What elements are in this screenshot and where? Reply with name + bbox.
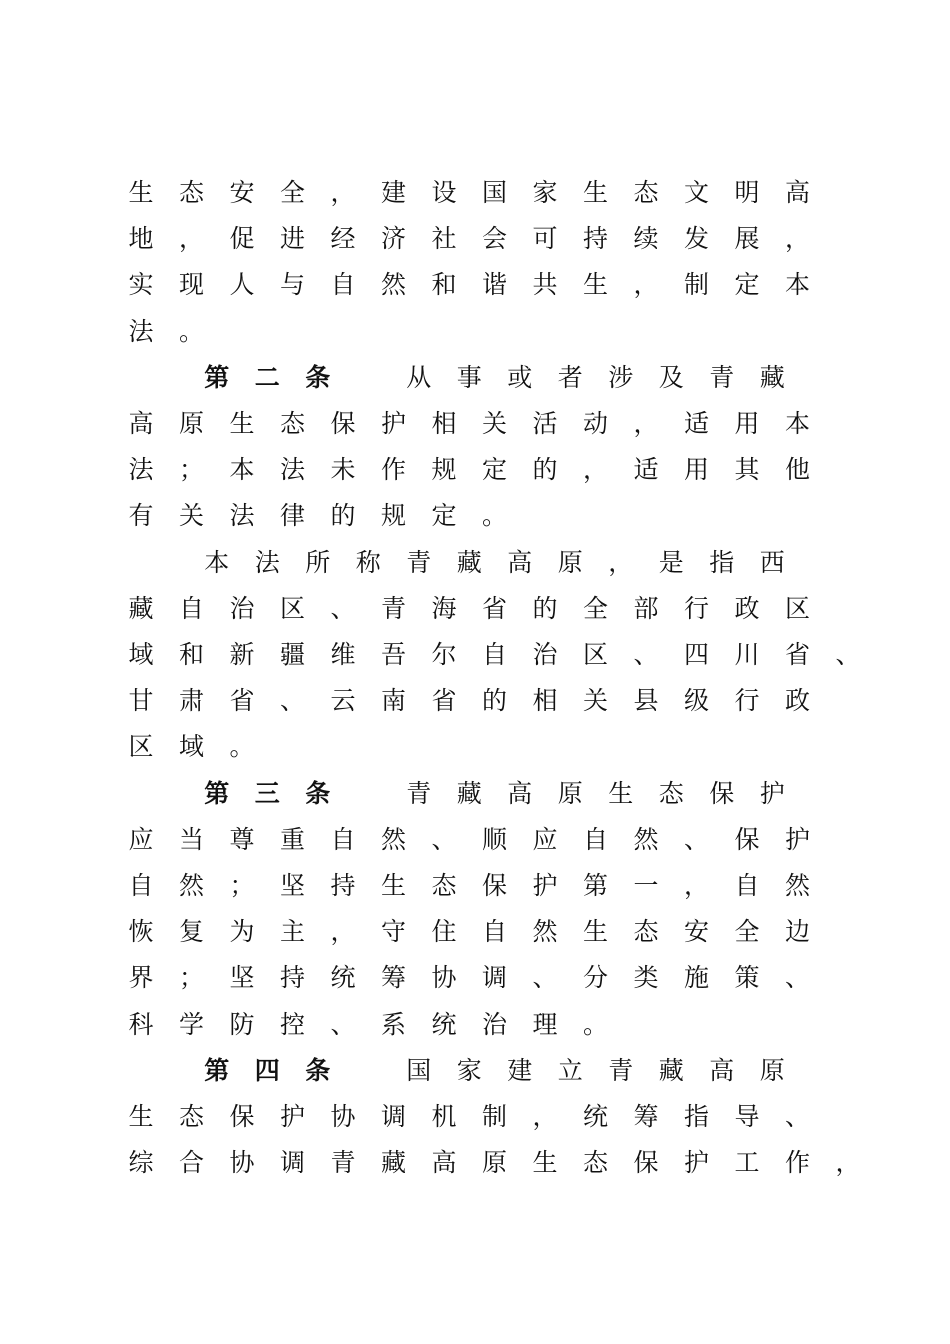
- glyph: 建: [380, 178, 406, 207]
- glyph: 一: [633, 871, 659, 900]
- glyph: 态: [178, 1102, 204, 1131]
- glyph: ，: [532, 1102, 558, 1131]
- glyph: 全: [582, 593, 608, 623]
- glyph: 全: [279, 178, 305, 207]
- text-line: [0, 594, 950, 640]
- glyph: 为: [229, 917, 255, 947]
- glyph: 吾: [380, 640, 406, 669]
- glyph: 自: [481, 640, 507, 669]
- glyph: 统: [431, 1009, 457, 1039]
- glyph: 青: [380, 593, 406, 623]
- glyph: 建: [507, 1055, 533, 1085]
- glyph: 设: [431, 178, 457, 207]
- text-line: [0, 963, 950, 1009]
- glyph: 高: [128, 409, 154, 438]
- glyph: 第: [204, 362, 230, 392]
- glyph: 或: [507, 362, 533, 392]
- glyph: 社: [431, 224, 457, 254]
- glyph: 自: [582, 824, 608, 854]
- glyph: 自: [330, 270, 356, 300]
- text-line: [0, 1056, 950, 1102]
- glyph: 生: [582, 178, 608, 207]
- glyph: 原: [178, 409, 204, 438]
- glyph: 分: [582, 963, 608, 993]
- glyph: 未: [330, 455, 356, 485]
- text-line: [0, 917, 950, 963]
- glyph: ，: [330, 917, 356, 947]
- glyph: 新: [229, 640, 255, 669]
- glyph: 治: [481, 1009, 507, 1039]
- glyph: 生: [532, 1148, 558, 1178]
- glyph: 与: [279, 270, 305, 300]
- glyph: 和: [178, 640, 204, 669]
- glyph: 策: [734, 963, 760, 993]
- glyph: 安: [683, 917, 709, 947]
- glyph: 法: [254, 547, 280, 577]
- glyph: 调: [279, 1148, 305, 1178]
- glyph: 青: [709, 362, 735, 392]
- glyph: 展: [734, 224, 760, 254]
- glyph: 作: [784, 1148, 810, 1178]
- glyph: 防: [229, 1009, 255, 1039]
- glyph: 高: [507, 778, 533, 808]
- glyph: 生: [128, 178, 154, 207]
- glyph: 四: [254, 1055, 280, 1085]
- glyph: 关: [582, 686, 608, 716]
- glyph: 涉: [608, 362, 634, 392]
- glyph: 本: [784, 270, 810, 300]
- glyph: 可: [532, 224, 558, 254]
- glyph: 应: [532, 824, 558, 854]
- glyph: 定: [734, 270, 760, 300]
- glyph: 济: [380, 224, 406, 254]
- glyph: 理: [532, 1009, 558, 1039]
- text-line: [0, 1102, 950, 1148]
- glyph: 本: [204, 547, 230, 577]
- glyph: 国: [481, 178, 507, 207]
- glyph: 法: [128, 455, 154, 485]
- glyph: 是: [658, 547, 684, 577]
- glyph: 尔: [431, 640, 457, 669]
- glyph: 藏: [456, 778, 482, 808]
- glyph: 态: [279, 409, 305, 438]
- glyph: 省: [481, 593, 507, 623]
- text-line: [0, 640, 950, 686]
- glyph: 第: [204, 778, 230, 808]
- glyph: 高: [784, 178, 810, 207]
- text-line: [0, 363, 950, 409]
- glyph: 家: [532, 178, 558, 207]
- glyph: ；: [229, 871, 255, 900]
- glyph: 其: [734, 455, 760, 485]
- glyph: 态: [582, 1148, 608, 1178]
- glyph: 肃: [178, 686, 204, 716]
- glyph: ，: [178, 224, 204, 254]
- glyph: 政: [784, 686, 810, 716]
- text-line: [0, 1148, 950, 1194]
- glyph: 文: [683, 178, 709, 207]
- glyph: 相: [431, 409, 457, 438]
- glyph: 所: [305, 547, 331, 577]
- glyph: 行: [683, 593, 709, 623]
- glyph: 合: [178, 1148, 204, 1178]
- glyph: 关: [178, 501, 204, 531]
- glyph: 协: [431, 963, 457, 993]
- text-line: [0, 779, 950, 825]
- glyph: 保: [229, 1102, 255, 1131]
- glyph: 持: [279, 963, 305, 993]
- glyph: 自: [178, 593, 204, 623]
- glyph: 、: [330, 1009, 356, 1039]
- glyph: 保: [709, 778, 735, 808]
- glyph: 云: [330, 686, 356, 716]
- glyph: 者: [557, 362, 583, 392]
- glyph: 综: [128, 1148, 154, 1178]
- glyph: 态: [178, 178, 204, 207]
- glyph: 自: [128, 871, 154, 900]
- glyph: ，: [582, 455, 608, 485]
- glyph: 定: [431, 501, 457, 531]
- glyph: 调: [380, 1102, 406, 1131]
- glyph: 自: [481, 917, 507, 947]
- glyph: 会: [481, 224, 507, 254]
- text-line: [0, 455, 950, 501]
- glyph: 施: [683, 963, 709, 993]
- glyph: 主: [279, 917, 305, 947]
- glyph: 用: [734, 409, 760, 438]
- glyph: ；: [178, 963, 204, 993]
- glyph: 应: [128, 824, 154, 854]
- glyph: 适: [683, 409, 709, 438]
- glyph: 原: [759, 1055, 785, 1085]
- glyph: 态: [431, 871, 457, 900]
- glyph: 学: [178, 1009, 204, 1039]
- glyph: 协: [330, 1102, 356, 1131]
- glyph: 区: [279, 593, 305, 623]
- text-line: [0, 178, 950, 224]
- glyph: 自: [330, 824, 356, 854]
- glyph: 进: [279, 224, 305, 254]
- glyph: 护: [380, 409, 406, 438]
- glyph: 。: [229, 732, 255, 762]
- glyph: 然: [784, 871, 810, 900]
- glyph: 筹: [633, 1102, 659, 1131]
- glyph: 态: [633, 917, 659, 947]
- glyph: 发: [683, 224, 709, 254]
- glyph: 。: [481, 501, 507, 531]
- glyph: 态: [633, 178, 659, 207]
- glyph: 行: [734, 686, 760, 716]
- glyph: 生: [229, 409, 255, 438]
- glyph: 坚: [279, 871, 305, 900]
- glyph: 系: [380, 1009, 406, 1039]
- glyph: 青: [406, 547, 432, 577]
- glyph: 、: [633, 640, 659, 669]
- text-line: [0, 224, 950, 270]
- text-line: [0, 548, 950, 594]
- glyph: 护: [279, 1102, 305, 1131]
- glyph: 谐: [481, 270, 507, 300]
- glyph: 青: [406, 778, 432, 808]
- glyph: 、: [532, 963, 558, 993]
- glyph: 他: [784, 455, 810, 485]
- glyph: 青: [608, 1055, 634, 1085]
- glyph: 、: [330, 593, 356, 623]
- glyph: 持: [582, 224, 608, 254]
- glyph: 作: [380, 455, 406, 485]
- glyph: 法: [128, 316, 154, 346]
- glyph: 适: [633, 455, 659, 485]
- glyph: 协: [229, 1148, 255, 1178]
- glyph: 的: [330, 501, 356, 531]
- glyph: 、: [683, 824, 709, 854]
- glyph: 控: [279, 1009, 305, 1039]
- glyph: 护: [683, 1148, 709, 1178]
- glyph: 安: [229, 178, 255, 207]
- glyph: 生: [128, 1102, 154, 1131]
- glyph: 生: [582, 917, 608, 947]
- glyph: 有: [128, 501, 154, 531]
- glyph: 原: [557, 547, 583, 577]
- glyph: 藏: [456, 547, 482, 577]
- glyph: 共: [532, 270, 558, 300]
- glyph: 四: [683, 640, 709, 669]
- glyph: 生: [380, 871, 406, 900]
- glyph: 指: [683, 1102, 709, 1131]
- glyph: 法: [229, 501, 255, 531]
- glyph: 保: [734, 824, 760, 854]
- glyph: 条: [305, 778, 331, 808]
- glyph: 立: [557, 1055, 583, 1085]
- glyph: 关: [481, 409, 507, 438]
- glyph: ，: [835, 1148, 861, 1178]
- glyph: 然: [532, 917, 558, 947]
- glyph: 第: [204, 1055, 230, 1085]
- glyph: 指: [709, 547, 735, 577]
- glyph: 法: [279, 455, 305, 485]
- glyph: 经: [330, 224, 356, 254]
- glyph: 、: [431, 824, 457, 854]
- glyph: 续: [633, 224, 659, 254]
- glyph: 现: [178, 270, 204, 300]
- glyph: 促: [229, 224, 255, 254]
- glyph: 。: [178, 316, 204, 346]
- glyph: 然: [380, 824, 406, 854]
- glyph: 统: [582, 1102, 608, 1131]
- glyph: 规: [380, 501, 406, 531]
- glyph: 保: [633, 1148, 659, 1178]
- glyph: ，: [330, 178, 356, 207]
- glyph: 住: [431, 917, 457, 947]
- glyph: 甘: [128, 686, 154, 716]
- glyph: 国: [406, 1055, 432, 1085]
- text-line: [0, 409, 950, 455]
- glyph: 导: [734, 1102, 760, 1131]
- glyph: 相: [532, 686, 558, 716]
- glyph: 西: [759, 547, 785, 577]
- glyph: 、: [784, 963, 810, 993]
- text-line: [0, 270, 950, 316]
- glyph: 青: [330, 1148, 356, 1178]
- glyph: 三: [254, 778, 280, 808]
- glyph: 明: [734, 178, 760, 207]
- glyph: 生: [608, 778, 634, 808]
- glyph: 藏: [380, 1148, 406, 1178]
- text-line: [0, 1010, 950, 1056]
- glyph: 省: [229, 686, 255, 716]
- glyph: 条: [305, 1055, 331, 1085]
- glyph: 区: [128, 732, 154, 762]
- glyph: 然: [178, 871, 204, 900]
- glyph: 域: [178, 732, 204, 762]
- glyph: 条: [305, 362, 331, 392]
- glyph: 二: [254, 362, 280, 392]
- glyph: 、: [279, 686, 305, 716]
- glyph: 守: [380, 917, 406, 947]
- glyph: 用: [683, 455, 709, 485]
- glyph: 工: [734, 1148, 760, 1178]
- glyph: 坚: [229, 963, 255, 993]
- glyph: 原: [557, 778, 583, 808]
- glyph: 、: [835, 640, 861, 669]
- glyph: 。: [582, 1009, 608, 1039]
- glyph: 实: [128, 270, 154, 300]
- glyph: 律: [279, 501, 305, 531]
- glyph: 域: [128, 640, 154, 669]
- glyph: 本: [229, 455, 255, 485]
- glyph: 疆: [279, 640, 305, 669]
- glyph: 制: [481, 1102, 507, 1131]
- glyph: 态: [658, 778, 684, 808]
- glyph: 的: [532, 593, 558, 623]
- glyph: 川: [734, 640, 760, 669]
- glyph: 保: [330, 409, 356, 438]
- glyph: 护: [759, 778, 785, 808]
- glyph: 持: [330, 871, 356, 900]
- glyph: 区: [784, 593, 810, 623]
- text-line: [0, 871, 950, 917]
- glyph: ；: [178, 455, 204, 485]
- glyph: 原: [481, 1148, 507, 1178]
- text-line: [0, 501, 950, 547]
- glyph: 然: [633, 824, 659, 854]
- glyph: 地: [128, 224, 154, 254]
- glyph: 省: [431, 686, 457, 716]
- glyph: 高: [431, 1148, 457, 1178]
- text-line: [0, 825, 950, 871]
- glyph: 的: [532, 455, 558, 485]
- glyph: 南: [380, 686, 406, 716]
- glyph: 县: [633, 686, 659, 716]
- glyph: 海: [431, 593, 457, 623]
- glyph: 护: [784, 824, 810, 854]
- glyph: ，: [608, 547, 634, 577]
- glyph: 藏: [658, 1055, 684, 1085]
- glyph: 活: [532, 409, 558, 438]
- glyph: 称: [355, 547, 381, 577]
- glyph: 筹: [380, 963, 406, 993]
- glyph: 护: [532, 871, 558, 900]
- glyph: 区: [582, 640, 608, 669]
- glyph: 定: [481, 455, 507, 485]
- glyph: 边: [784, 917, 810, 947]
- glyph: 科: [128, 1009, 154, 1039]
- text-line: [0, 317, 950, 363]
- glyph: 自: [734, 871, 760, 900]
- glyph: 藏: [759, 362, 785, 392]
- glyph: 维: [330, 640, 356, 669]
- text-line: [0, 732, 950, 778]
- glyph: 全: [734, 917, 760, 947]
- glyph: 级: [683, 686, 709, 716]
- glyph: 第: [582, 871, 608, 900]
- glyph: 然: [380, 270, 406, 300]
- glyph: 、: [784, 1102, 810, 1131]
- glyph: 尊: [229, 824, 255, 854]
- glyph: ，: [633, 270, 659, 300]
- glyph: 从: [406, 362, 432, 392]
- glyph: 藏: [128, 593, 154, 623]
- glyph: ，: [784, 224, 810, 254]
- glyph: 动: [582, 409, 608, 438]
- glyph: ，: [633, 409, 659, 438]
- glyph: 本: [784, 409, 810, 438]
- glyph: 家: [456, 1055, 482, 1085]
- glyph: 制: [683, 270, 709, 300]
- text-line: [0, 686, 950, 732]
- glyph: 保: [481, 871, 507, 900]
- glyph: 重: [279, 824, 305, 854]
- glyph: 高: [507, 547, 533, 577]
- glyph: 界: [128, 963, 154, 993]
- glyph: 人: [229, 270, 255, 300]
- glyph: 规: [431, 455, 457, 485]
- glyph: 顺: [481, 824, 507, 854]
- glyph: ，: [683, 871, 709, 900]
- glyph: 省: [784, 640, 810, 669]
- glyph: 治: [229, 593, 255, 623]
- glyph: 部: [633, 593, 659, 623]
- glyph: 及: [658, 362, 684, 392]
- glyph: 和: [431, 270, 457, 300]
- glyph: 类: [633, 963, 659, 993]
- glyph: 的: [481, 686, 507, 716]
- glyph: 政: [734, 593, 760, 623]
- glyph: 复: [178, 917, 204, 947]
- glyph: 高: [709, 1055, 735, 1085]
- glyph: 机: [431, 1102, 457, 1131]
- glyph: 统: [330, 963, 356, 993]
- glyph: 恢: [128, 917, 154, 947]
- glyph: 调: [481, 963, 507, 993]
- glyph: 当: [178, 824, 204, 854]
- glyph: 治: [532, 640, 558, 669]
- glyph: 事: [456, 362, 482, 392]
- glyph: 生: [582, 270, 608, 300]
